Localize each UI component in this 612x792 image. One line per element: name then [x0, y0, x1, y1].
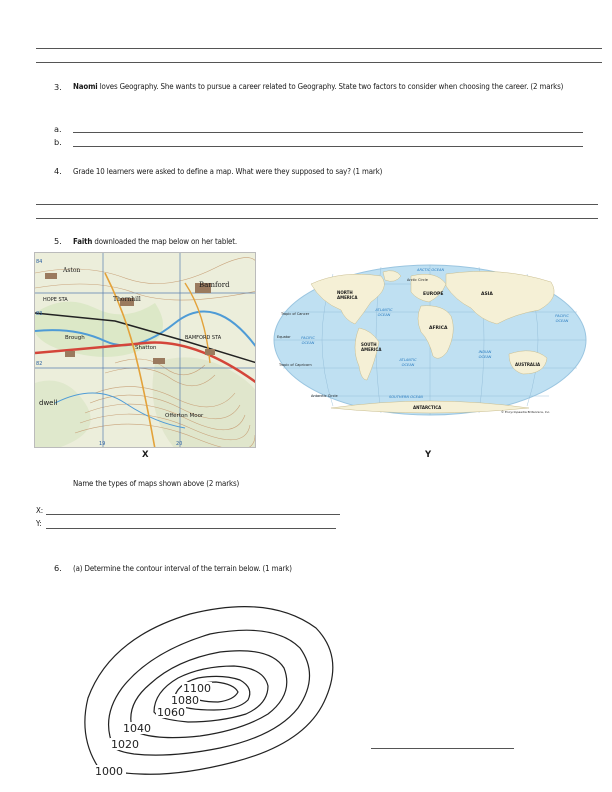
map-caption-y: Y: [425, 450, 432, 460]
answer-line[interactable]: [371, 748, 514, 749]
latitude-label: Tropic of Capricorn: [279, 363, 312, 367]
answer-line-b[interactable]: [73, 146, 583, 147]
question-5-prompt: Name the types of maps shown above (2 marks): [73, 478, 240, 488]
grid-label: 83: [36, 311, 43, 317]
continent-label: NORTH AMERICA: [337, 290, 358, 300]
place-label: BAMFORD STA: [185, 335, 222, 341]
answer-label-a: a.: [54, 124, 62, 134]
topographic-map: [34, 252, 256, 448]
contour-label: 1000: [95, 765, 123, 778]
answer-line[interactable]: [36, 218, 598, 219]
ocean-label: PACIFIC OCEAN: [301, 336, 315, 345]
answer-line[interactable]: [36, 204, 598, 205]
answer-label-y: Y:: [36, 518, 42, 528]
ocean-label: PACIFIC OCEAN: [555, 314, 569, 323]
latitude-label: Antarctic Circle: [311, 394, 338, 398]
answer-line-y[interactable]: [46, 528, 336, 529]
contour-diagram: [70, 598, 350, 788]
continent-label: EUROPE: [423, 292, 444, 297]
place-label: Bamford: [199, 281, 230, 289]
question-5-text: Faith downloaded the map below on her tablet.: [73, 236, 237, 246]
latitude-label: Arctic Circle: [407, 278, 428, 282]
latitude-label: Tropic of Cancer: [281, 312, 310, 316]
ocean-label: SOUTHERN OCEAN: [389, 395, 423, 399]
grid-label: 19: [99, 441, 106, 447]
answer-line-x[interactable]: [46, 514, 340, 515]
continent-label: ASIA: [481, 292, 493, 297]
latitude-label: Equator: [277, 335, 291, 339]
question-number: 3.: [54, 82, 62, 92]
place-label: Thornhill: [113, 296, 141, 303]
ocean-label: INDIAN OCEAN: [478, 350, 492, 359]
contour-label: 1040: [123, 722, 151, 735]
question-number: 6.: [54, 563, 62, 573]
question-number: 5.: [54, 236, 62, 246]
contour-label: 1060: [157, 706, 185, 719]
answer-label-b: b.: [54, 137, 62, 147]
continent-label: AUSTRALIA: [515, 362, 541, 367]
place-label: Aston: [63, 267, 81, 274]
student-name: Faith: [73, 236, 93, 246]
ocean-label: ATLANTIC OCEAN: [399, 358, 417, 367]
answer-line: [36, 62, 602, 63]
answer-line-a[interactable]: [73, 132, 583, 133]
place-label: Offerton Moor: [165, 413, 204, 419]
question-6-text: (a) Determine the contour interval of the terrain below. (1 mark): [73, 563, 292, 573]
place-label: Shatton: [135, 345, 157, 351]
answer-line: [36, 48, 602, 49]
answer-label-x: X:: [36, 505, 43, 515]
grid-label: 82: [36, 361, 43, 367]
place-label: HOPE STA: [43, 297, 68, 303]
contour-label: 1020: [111, 738, 139, 751]
contour-label: 1080: [171, 694, 199, 707]
credit-text: © Encyclopaedia Britannica, Inc.: [501, 410, 551, 414]
question-4-text: Grade 10 learners were asked to define a map. What were they supposed to say? (1 mark): [73, 166, 383, 176]
student-name: Naomi: [73, 81, 98, 91]
place-label: dwell: [39, 399, 58, 407]
place-label: Brough: [65, 335, 85, 341]
question-3-text: Naomi loves Geography. She wants to pursue a career related to Geography. State two factors to consider when choosing the career. (2 marks): [73, 81, 564, 91]
world-map: [271, 262, 589, 418]
contour-label: 1100: [183, 682, 211, 695]
continent-label: ANTARCTICA: [413, 405, 442, 410]
grid-label: 20: [176, 441, 183, 447]
question-number: 4.: [54, 166, 62, 176]
continent-label: SOUTH AMERICA: [361, 342, 382, 352]
continent-label: AFRICA: [429, 326, 448, 331]
ocean-label: ATLANTIC OCEAN: [375, 308, 393, 317]
grid-label: 84: [36, 259, 43, 265]
ocean-label: ARCTIC OCEAN: [417, 268, 445, 272]
map-caption-x: X: [142, 450, 149, 460]
